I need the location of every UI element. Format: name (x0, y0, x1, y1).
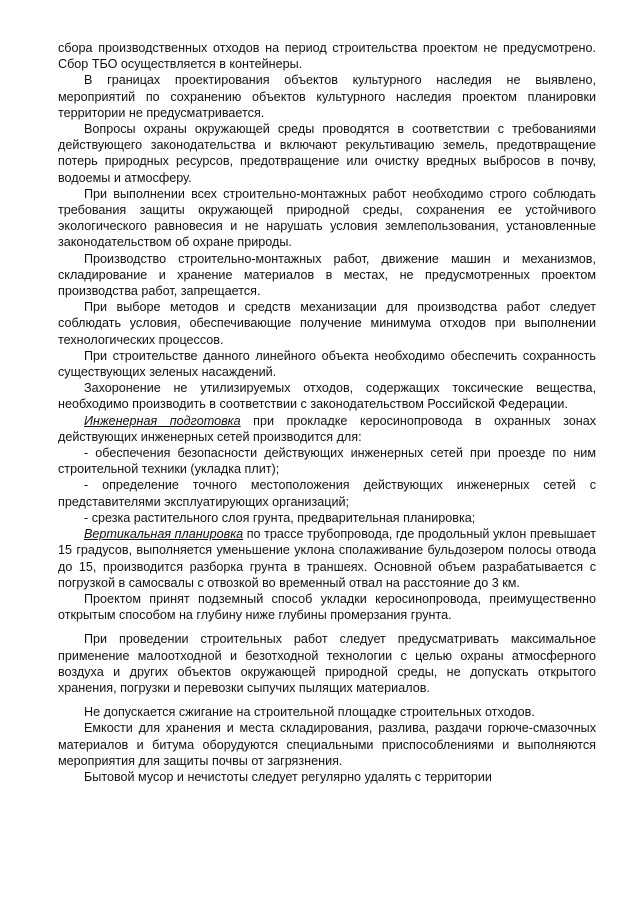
paragraph-text: при прокладке керосинопровода в охранных зонах действующих инженерных сетей производится для: (58, 413, 596, 444)
document-page (58, 40, 596, 785)
paragraph: Захоронение не утилизируемых отходов, содержащих токсические вещества, необходимо производить в соответствии с законодательством Российской Федерации. (58, 381, 596, 412)
paragraph: Проектом принят подземный способ укладки керосинопровода, преимущественно открытым способом на глубину ниже глубины промерзания грунта. (58, 591, 596, 623)
paragraph: Вопросы охраны окружающей среды проводятся в соответствии с требованиями действующего законодательства и включают рекультивацию земель, предотвращение потерь природных ресурсов, предотвращение или очистку вредных выбросов в почву, водоемы и атмосферу. (58, 122, 596, 185)
paragraph: В границах проектирования объектов культурного наследия не выявлено, мероприятий по сохранению объектов культурного наследия проектом планировки территории не предусматривается. (58, 73, 596, 120)
paragraph: Емкости для хранения и места складирования, разлива, раздачи горюче-смазочных материалов и битума оборудуются специальными приспособлениями и выполняются мероприятия для защиты почвы от загрязнения. (58, 721, 596, 768)
emphasized-term: Инженерная подготовка (84, 413, 241, 428)
paragraph: При проведении строительных работ следует предусматривать максимальное применение малоотходной и безотходной технологии с целью охраны атмосферного воздуха и других объектов окружающей природной среды, не допускать открытого хранения, погрузки и перевозки сыпучих пылящих материалов. (58, 632, 596, 695)
paragraph-text: по трассе трубопровода, где продольный уклон превышает 15 градусов, выполняется уменьшение уклона сполаживание бульдозером полосы отвода до 15, производится разборка грунта в траншеях. Основной объем разрабатывается с погрузкой в самосвалы с отвозкой во временный отвал на расстояние до 3 км. (58, 527, 596, 590)
paragraph: Не допускается сжигание на строительной площадке строительных отходов. (84, 705, 535, 720)
paragraph: При выполнении всех строительно-монтажных работ необходимо строго соблюдать требования защиты окружающей природной среды, сохранения ее устойчивого экологического равновесия и не нарушать условия землепользования, установленные законодательством об охране природы. (58, 186, 596, 250)
emphasized-term: Вертикальная планировка (84, 527, 244, 542)
paragraph: сбора производственных отходов на период строительства проектом не предусмотрено. Сбор ТБО осуществляется в контейнеры. (58, 41, 596, 72)
paragraph: Бытовой мусор и нечистоты следует регулярно удалять с территории (84, 769, 492, 784)
paragraph: Производство строительно-монтажных работ, движение машин и механизмов, складирование и хранение материалов в местах, не предусмотренных проектом производства работ, запрещается. (58, 251, 596, 299)
list-item: - определение точного местоположения действующих инженерных сетей с представителями эксплуатирующих организаций; (58, 478, 596, 509)
list-item: - обеспечения безопасности действующих инженерных сетей при проезде по ним строительной техники (укладка плит); (58, 446, 596, 477)
paragraph-vertical-planning (58, 526, 596, 591)
paragraph-engineering-prep (58, 413, 596, 445)
paragraph: При строительстве данного линейного объекта необходимо обеспечить сохранность существующих зеленых насаждений. (58, 348, 596, 380)
paragraph: При выборе методов и средств механизации для производства работ следует соблюдать условия, обеспечивающие получение минимума отходов при выполнении технологических процессов. (58, 300, 596, 347)
list-item: - срезка растительного слоя грунта, предварительная планировка; (84, 510, 476, 525)
